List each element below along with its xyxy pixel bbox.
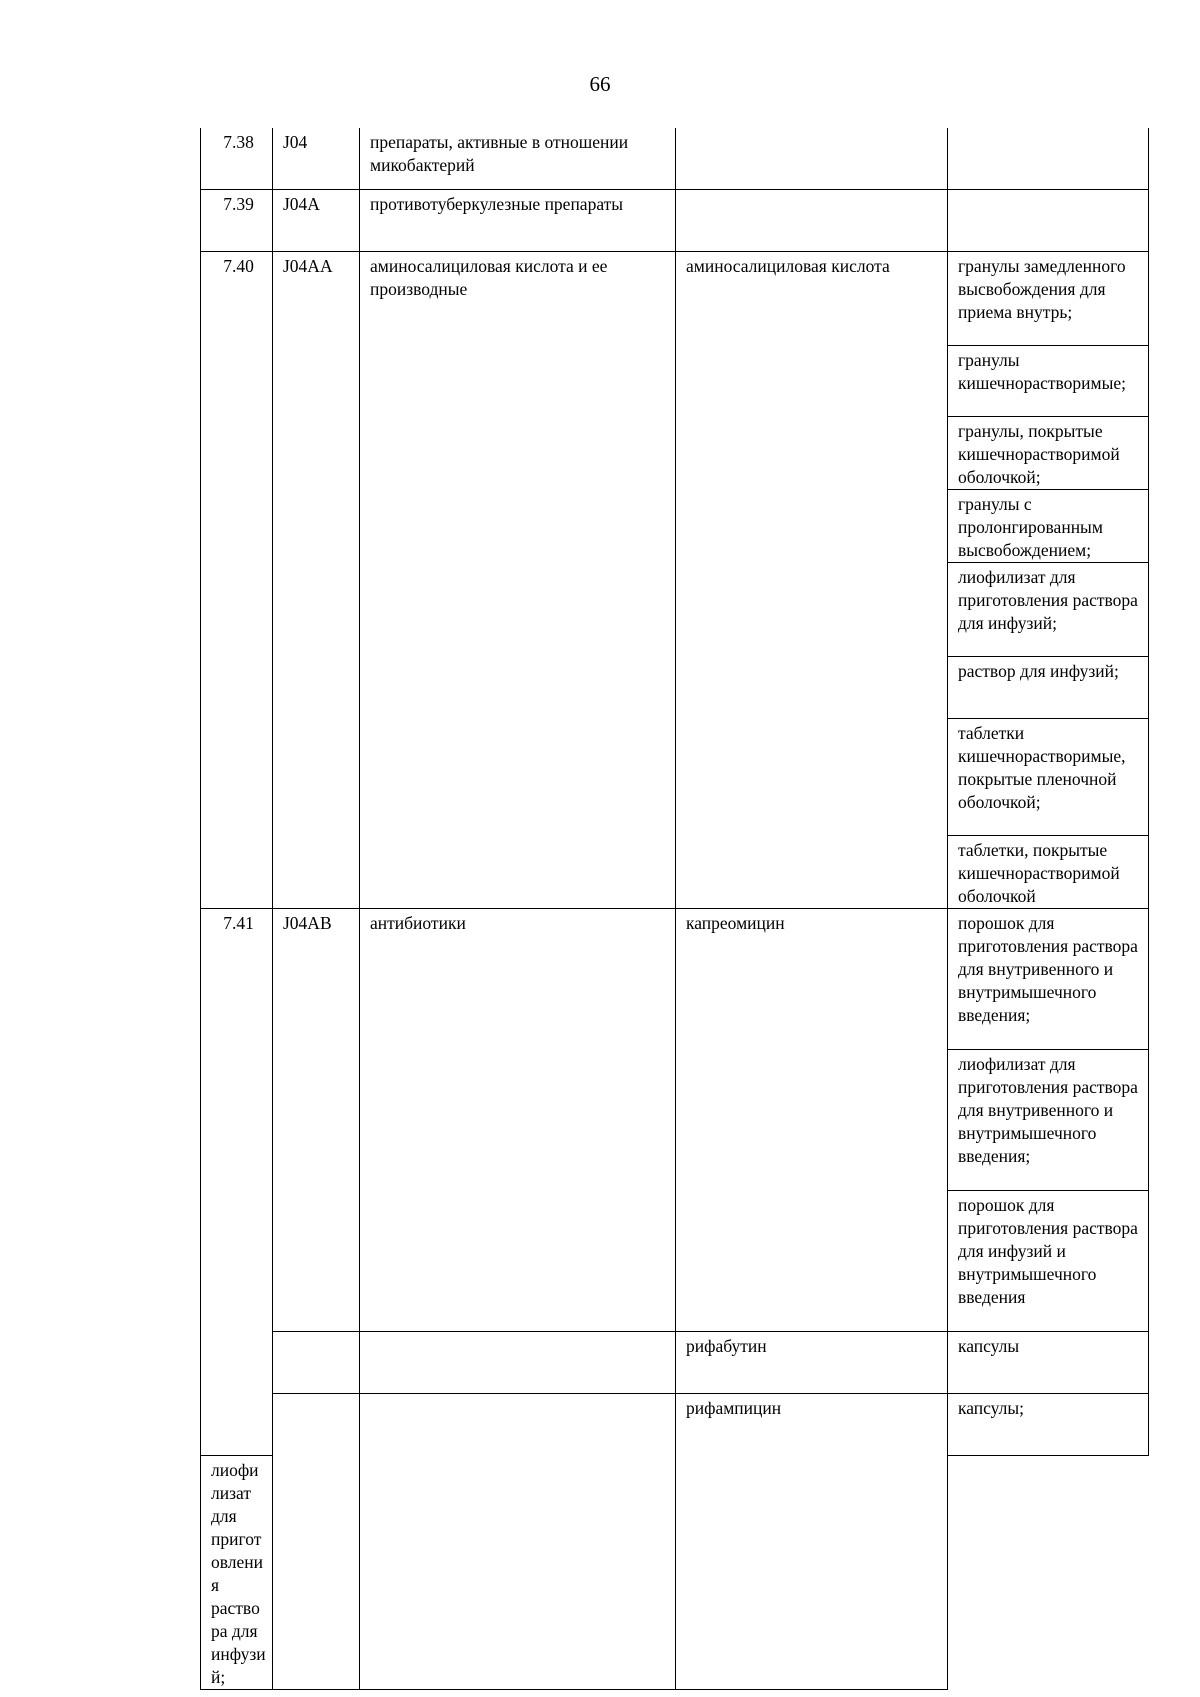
table-row: [201, 1331, 1149, 1393]
dosage-form: порошок для приготовления раствора для внутривенного и внутримышечного введения;: [948, 908, 1149, 1049]
atc-group: [360, 1331, 676, 1393]
atc-code: J04: [273, 128, 360, 189]
atc-group: противотуберкулезные препараты: [360, 189, 676, 251]
atc-group: аминосалициловая кислота и ее производные: [360, 251, 676, 908]
dosage-form: порошок для приготовления раствора для инфузий и внутримышечного введения: [948, 1190, 1149, 1331]
dosage-form: лиофилизат для приготовления раствора для инфузий;: [948, 562, 1149, 656]
row-number: 7.38: [201, 128, 273, 189]
dosage-form: гранулы кишечнорастворимые;: [948, 345, 1149, 416]
table-row: [201, 251, 1149, 345]
drug-name: рифабутин: [676, 1331, 948, 1393]
dosage-form: таблетки кишечнорастворимые, покрытые пленочной оболочкой;: [948, 718, 1149, 835]
dosage-form: гранулы, покрытые кишечнорастворимой оболочкой;: [948, 416, 1149, 489]
row-number: 7.41: [201, 908, 273, 1455]
atc-group: антибиотики: [360, 908, 676, 1331]
dosage-form: гранулы замедленного высвобождения для приема внутрь;: [948, 251, 1149, 345]
dosage-form: [948, 189, 1149, 251]
drug-name: [676, 128, 948, 189]
dosage-form: гранулы с пролонгированным высвобождением;: [948, 489, 1149, 562]
table-row: [201, 1393, 1149, 1455]
row-number: 7.39: [201, 189, 273, 251]
dosage-form: таблетки, покрытые кишечнорастворимой оболочкой: [948, 835, 1149, 908]
atc-code: [273, 1393, 360, 1689]
row-number: 7.40: [201, 251, 273, 908]
atc-code: J04AA: [273, 251, 360, 908]
atc-code: J04AB: [273, 908, 360, 1331]
drug-name: аминосалициловая кислота: [676, 251, 948, 908]
dosage-form: раствор для инфузий;: [948, 656, 1149, 718]
drug-name: рифампицин: [676, 1393, 948, 1689]
table-row: [201, 908, 1149, 1049]
dosage-form: капсулы;: [948, 1393, 1149, 1455]
table-row: [201, 128, 1149, 189]
atc-group: препараты, активные в отношении микобактерий: [360, 128, 676, 189]
drug-name: [676, 189, 948, 251]
atc-group: [360, 1393, 676, 1689]
drug-name: капреомицин: [676, 908, 948, 1331]
dosage-form: лиофилизат для приготовления раствора для внутривенного и внутримышечного введения;: [948, 1049, 1149, 1190]
dosage-form: капсулы: [948, 1331, 1149, 1393]
dosage-form: лиофилизат для приготовления раствора для инфузий;: [201, 1455, 273, 1689]
atc-code: J04A: [273, 189, 360, 251]
dosage-form: [948, 128, 1149, 189]
atc-code: [273, 1331, 360, 1393]
table-row: [201, 189, 1149, 251]
page-number: 66: [589, 72, 611, 96]
drug-table: [200, 128, 1149, 1690]
